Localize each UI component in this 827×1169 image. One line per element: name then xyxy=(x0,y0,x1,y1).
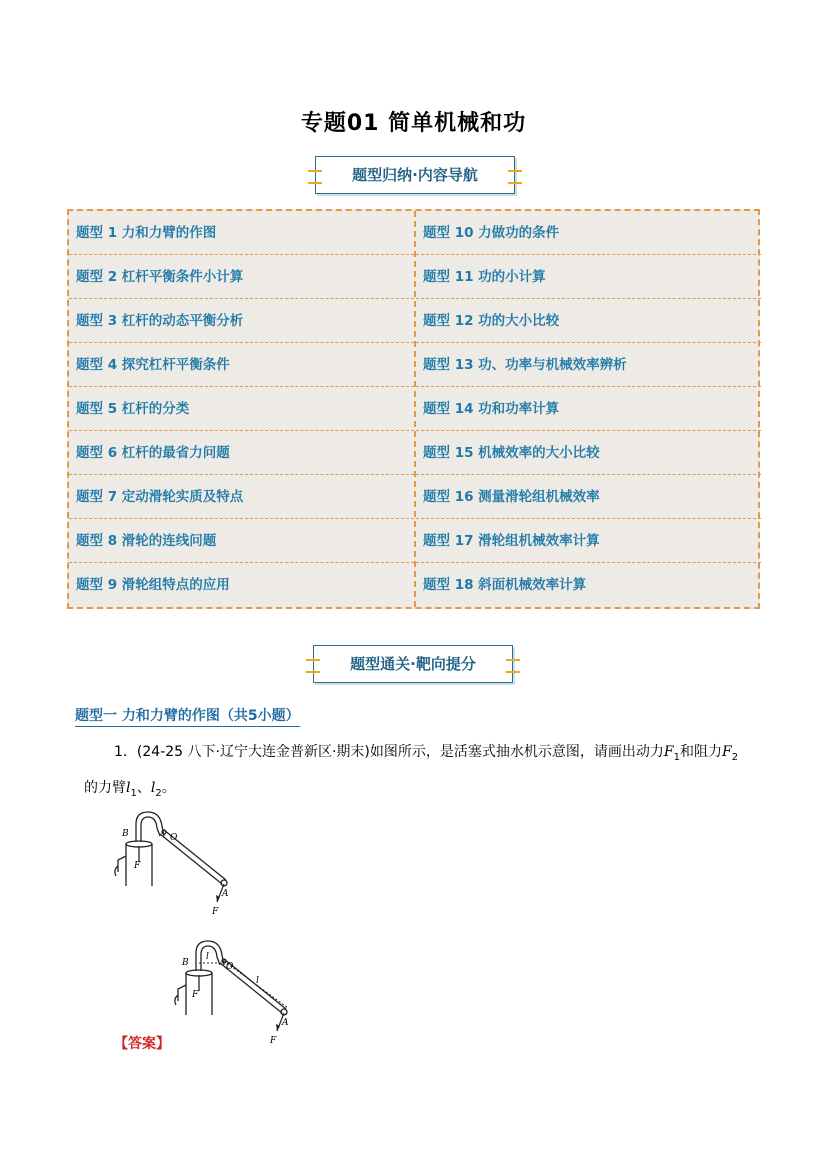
label-f1: F xyxy=(270,1036,277,1046)
nav-item[interactable]: 题型 3 杠杆的动态平衡分析 xyxy=(69,299,414,343)
nav-column-right xyxy=(416,211,761,607)
nav-item[interactable]: 题型 8 滑轮的连线问题 xyxy=(69,519,414,563)
label-a: A xyxy=(222,889,229,899)
nav-item[interactable]: 题型 1 力和力臂的作图 xyxy=(69,211,414,255)
answer-label: 【答案】 xyxy=(114,1036,170,1052)
nav-item[interactable]: 题型 2 杠杆平衡条件小计算 xyxy=(69,255,414,299)
question-number: 1． xyxy=(114,744,137,760)
question-1 xyxy=(84,737,764,809)
banner-left-decoration xyxy=(306,659,320,673)
practice-banner-label: 题型通关·靶向提分 xyxy=(350,655,476,673)
label-l1: l xyxy=(256,976,259,986)
nav-item[interactable]: 题型 11 功的小计算 xyxy=(416,255,761,299)
label-f2: F xyxy=(192,990,199,1000)
page-title: 专题01 简单机械和功 xyxy=(300,111,527,136)
nav-item[interactable]: 题型 7 定动滑轮实质及特点 xyxy=(69,475,414,519)
question-text-b: 和阻力 xyxy=(679,744,722,760)
nav-item[interactable]: 题型 13 功、功率与机械效率辨析 xyxy=(416,343,761,387)
nav-item[interactable]: 题型 16 测量滑轮组机械效率 xyxy=(416,475,761,519)
arm-l1-sub: 1 xyxy=(130,787,137,799)
arm-l2-sub: 2 xyxy=(155,787,162,799)
section-title: 题型一 力和力臂的作图（共5小题） xyxy=(75,705,300,727)
nav-item[interactable]: 题型 15 机械效率的大小比较 xyxy=(416,431,761,475)
question-text-a: (24-25 八下·辽宁大连金普新区·期末)如图所示，是活塞式抽水机示意图，请画出动力 xyxy=(136,744,664,760)
question-end: 。 xyxy=(161,779,176,796)
force-f1: F xyxy=(663,744,674,760)
nav-item[interactable]: 题型 12 功的大小比较 xyxy=(416,299,761,343)
arm-l2: l xyxy=(150,779,156,796)
force-f2: F xyxy=(721,744,732,760)
label-o: O xyxy=(170,833,178,843)
label-o: O xyxy=(226,962,234,972)
question-sep: 、 xyxy=(136,779,151,796)
nav-column-left xyxy=(69,211,416,607)
nav-item[interactable]: 题型 17 滑轮组机械效率计算 xyxy=(416,519,761,563)
nav-item[interactable]: 题型 14 功和功率计算 xyxy=(416,387,761,431)
force-f1-sub: 1 xyxy=(673,751,680,763)
nav-item[interactable]: 题型 4 探究杠杆平衡条件 xyxy=(69,343,414,387)
pump-diagram-answer xyxy=(164,935,304,1047)
pump-diagram-question xyxy=(104,806,244,918)
question-text-c: 的力臂 xyxy=(84,779,126,796)
nav-banner xyxy=(315,156,515,194)
content-navigation-table xyxy=(67,209,760,609)
banner-right-decoration xyxy=(508,170,522,184)
label-b: B xyxy=(122,829,129,839)
arm-l1: l xyxy=(126,779,131,796)
label-b: B xyxy=(182,958,189,968)
label-f1: F xyxy=(212,907,219,917)
nav-item[interactable]: 题型 10 力做功的条件 xyxy=(416,211,761,255)
label-l2: l xyxy=(206,952,209,962)
nav-item[interactable]: 题型 9 滑轮组特点的应用 xyxy=(76,577,230,593)
label-f2: F xyxy=(134,861,141,871)
force-f2-sub: 2 xyxy=(731,751,739,763)
nav-item[interactable]: 题型 18 斜面机械效率计算 xyxy=(423,577,587,593)
nav-item[interactable]: 题型 6 杠杆的最省力问题 xyxy=(69,431,414,475)
banner-left-decoration xyxy=(308,170,322,184)
banner-right-decoration xyxy=(506,659,520,673)
practice-banner xyxy=(313,645,513,683)
label-a: A xyxy=(282,1018,289,1028)
nav-banner-label: 题型归纳·内容导航 xyxy=(352,166,478,184)
nav-item[interactable]: 题型 5 杠杆的分类 xyxy=(69,387,414,431)
